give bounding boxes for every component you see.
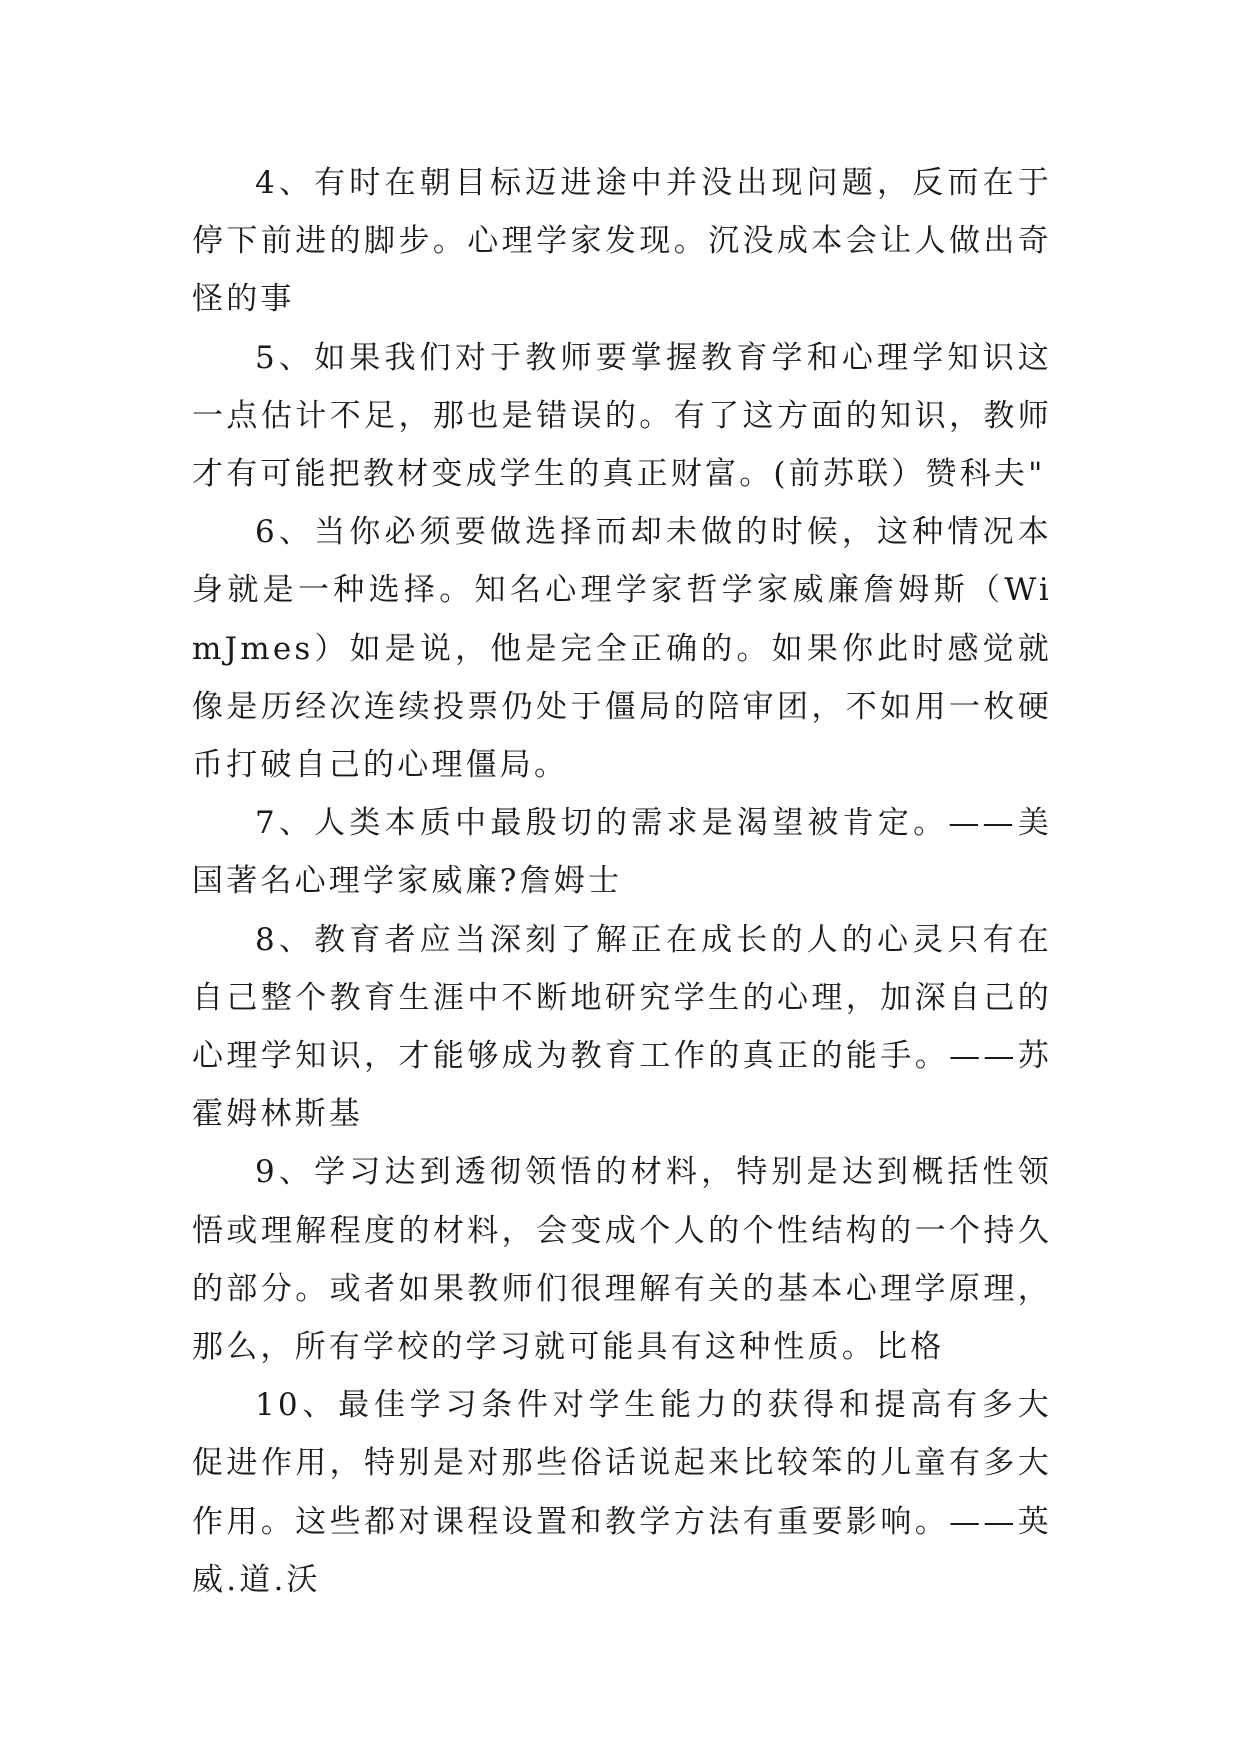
- paragraph-8: 8、教育者应当深刻了解正在成长的人的心灵只有在自己整个教育生涯中不断地研究学生的心理，加深自己的心理学知识，才能够成为教育工作的真正的能手。——苏霍姆林斯基: [192, 921, 1052, 1133]
- paragraph-9: 9、学习达到透彻领悟的材料，特别是达到概括性领悟或理解程度的材料，会变成个人的个性结构的一个持久的部分。或者如果教师们很理解有关的基本心理学原理，那么，所有学校的学习就可能具有这种性质。比格: [192, 1154, 1052, 1366]
- document-body: [192, 154, 1052, 1609]
- paragraph-6: 6、当你必须要做选择而却未做的时候，这种情况本身就是一种选择。知名心理学家哲学家威廉詹姆斯（WimJmes）如是说，他是完全正确的。如果你此时感觉就像是历经次连续投票仍处于僵局的陪审团，不如用一枚硬币打破自己的心理僵局。: [192, 514, 1052, 784]
- paragraph-10: 10、最佳学习条件对学生能力的获得和提高有多大促进作用，特别是对那些俗话说起来比较笨的儿童有多大作用。这些都对课程设置和教学方法有重要影响。——英威.道.沃: [192, 1387, 1052, 1598]
- paragraph-4: 4、有时在朝目标迈进途中并没出现问题，反而在于停下前进的脚步。心理学家发现。沉没成本会让人做出奇怪的事: [192, 165, 1052, 318]
- paragraph-7: 7、人类本质中最殷切的需求是渴望被肯定。——美国著名心理学家威廉?詹姆士: [192, 805, 1052, 900]
- paragraph-5: 5、如果我们对于教师要掌握教育学和心理学知识这一点估计不足，那也是错误的。有了这方面的知识，教师才有可能把教材变成学生的真正财富。(前苏联）赞科夫": [192, 339, 1052, 493]
